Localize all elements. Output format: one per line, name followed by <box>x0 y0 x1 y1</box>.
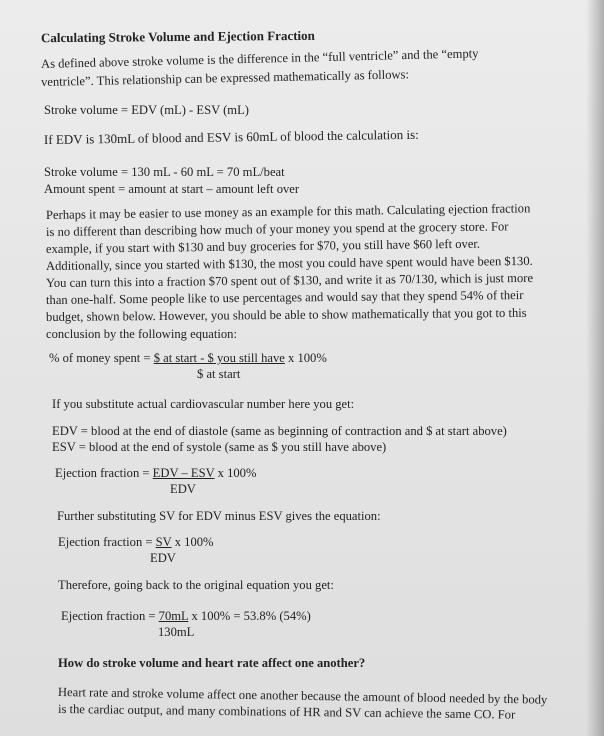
esv-definition: ESV = blood at the end of systole (same as $ you still have above) <box>52 440 387 454</box>
ejection-fraction-equation-2 <box>58 535 214 549</box>
ef-eq3-suffix: x 100% = 53.8% (54%) <box>188 609 311 623</box>
ef-eq3-prefix: Ejection fraction = <box>61 609 159 623</box>
paragraph-line-6: than one-half. Some people like to use percentages and would say that they spend 54% of their <box>45 288 524 307</box>
further-line: Further substituting SV for EDV minus ESV gives the equation: <box>57 509 381 523</box>
ef-eq1-prefix: Ejection fraction = <box>55 466 153 480</box>
ef-eq1-denominator: EDV <box>170 482 196 496</box>
ef-eq1-numerator: EDV – ESV <box>152 466 215 480</box>
closing-line-2: is the cardiac output, and many combinations of HR and SV can achieve the same CO. For <box>57 702 516 722</box>
ef-eq2-prefix: Ejection fraction = <box>58 535 156 549</box>
paragraph-line-8: conclusion by the following equation: <box>46 327 237 341</box>
if-line: If EDV is 130mL of blood and ESV is 60mL of blood the calculation is: <box>43 126 419 147</box>
money-eq-prefix: % of money spent = <box>49 351 154 365</box>
intro-line-1: As defined above stroke volume is the difference in the “full ventricle” and the “empty <box>40 46 479 71</box>
ef-eq2-numerator: SV <box>155 535 172 549</box>
ef-eq3-numerator: 70mL <box>158 609 189 623</box>
substitute-line: If you substitute actual cardiovascular number here you get: <box>52 397 355 411</box>
ef-eq3-denominator: 130mL <box>158 625 195 639</box>
paragraph-line-2: is no different than describing how much of your money you spend at the grocery store. For <box>45 219 509 239</box>
calc-stroke-volume: Stroke volume = 130 mL - 60 mL = 70 mL/beat <box>44 165 285 179</box>
page-shadow <box>586 0 604 736</box>
paragraph-line-1: Perhaps it may be easier to use money as an example for this math. Calculating ejection fraction <box>45 201 531 222</box>
formula-stroke-volume: Stroke volume = EDV (mL) - ESV (mL) <box>44 103 249 117</box>
money-equation <box>49 351 327 365</box>
therefore-line: Therefore, going back to the original equation you get: <box>58 578 334 592</box>
money-eq-suffix: x 100% <box>284 351 327 365</box>
question-heading: How do stroke volume and heart rate affect one another? <box>58 656 366 670</box>
money-eq-numerator: $ at start - $ you still have <box>153 351 285 365</box>
closing-line-1: Heart rate and stroke volume affect one another because the amount of blood needed by the body <box>57 685 548 707</box>
intro-line-2: ventricle”. This relationship can be expressed mathematically as follows: <box>40 67 410 89</box>
paragraph-line-7: budget, shown below. However, you should be able to show mathematically that you got to this <box>45 305 527 324</box>
ef-eq1-suffix: x 100% <box>214 466 257 480</box>
ef-eq2-suffix: x 100% <box>171 535 214 549</box>
edv-definition: EDV = blood at the end of diastole (same as beginning of contraction and $ at start above) <box>52 424 507 438</box>
paragraph-line-4: Additionally, since you started with $130, the most you could have spent would have been $130. <box>45 253 533 273</box>
amount-spent-formula: Amount spent = amount at start – amount left over <box>44 182 300 196</box>
paragraph-line-5: You can turn this into a fraction $70 spent out of $130, and write it as 70/130, which is just more <box>45 270 534 290</box>
ef-eq2-denominator: EDV <box>150 551 176 565</box>
ejection-fraction-equation-1 <box>55 466 256 480</box>
document-title: Calculating Stroke Volume and Ejection Fraction <box>40 27 315 46</box>
paragraph-line-3: example, if you start with $130 and buy groceries for $70, you still have $60 left over. <box>45 236 481 256</box>
ejection-fraction-equation-3 <box>61 609 311 623</box>
money-eq-denominator: $ at start <box>197 367 241 381</box>
